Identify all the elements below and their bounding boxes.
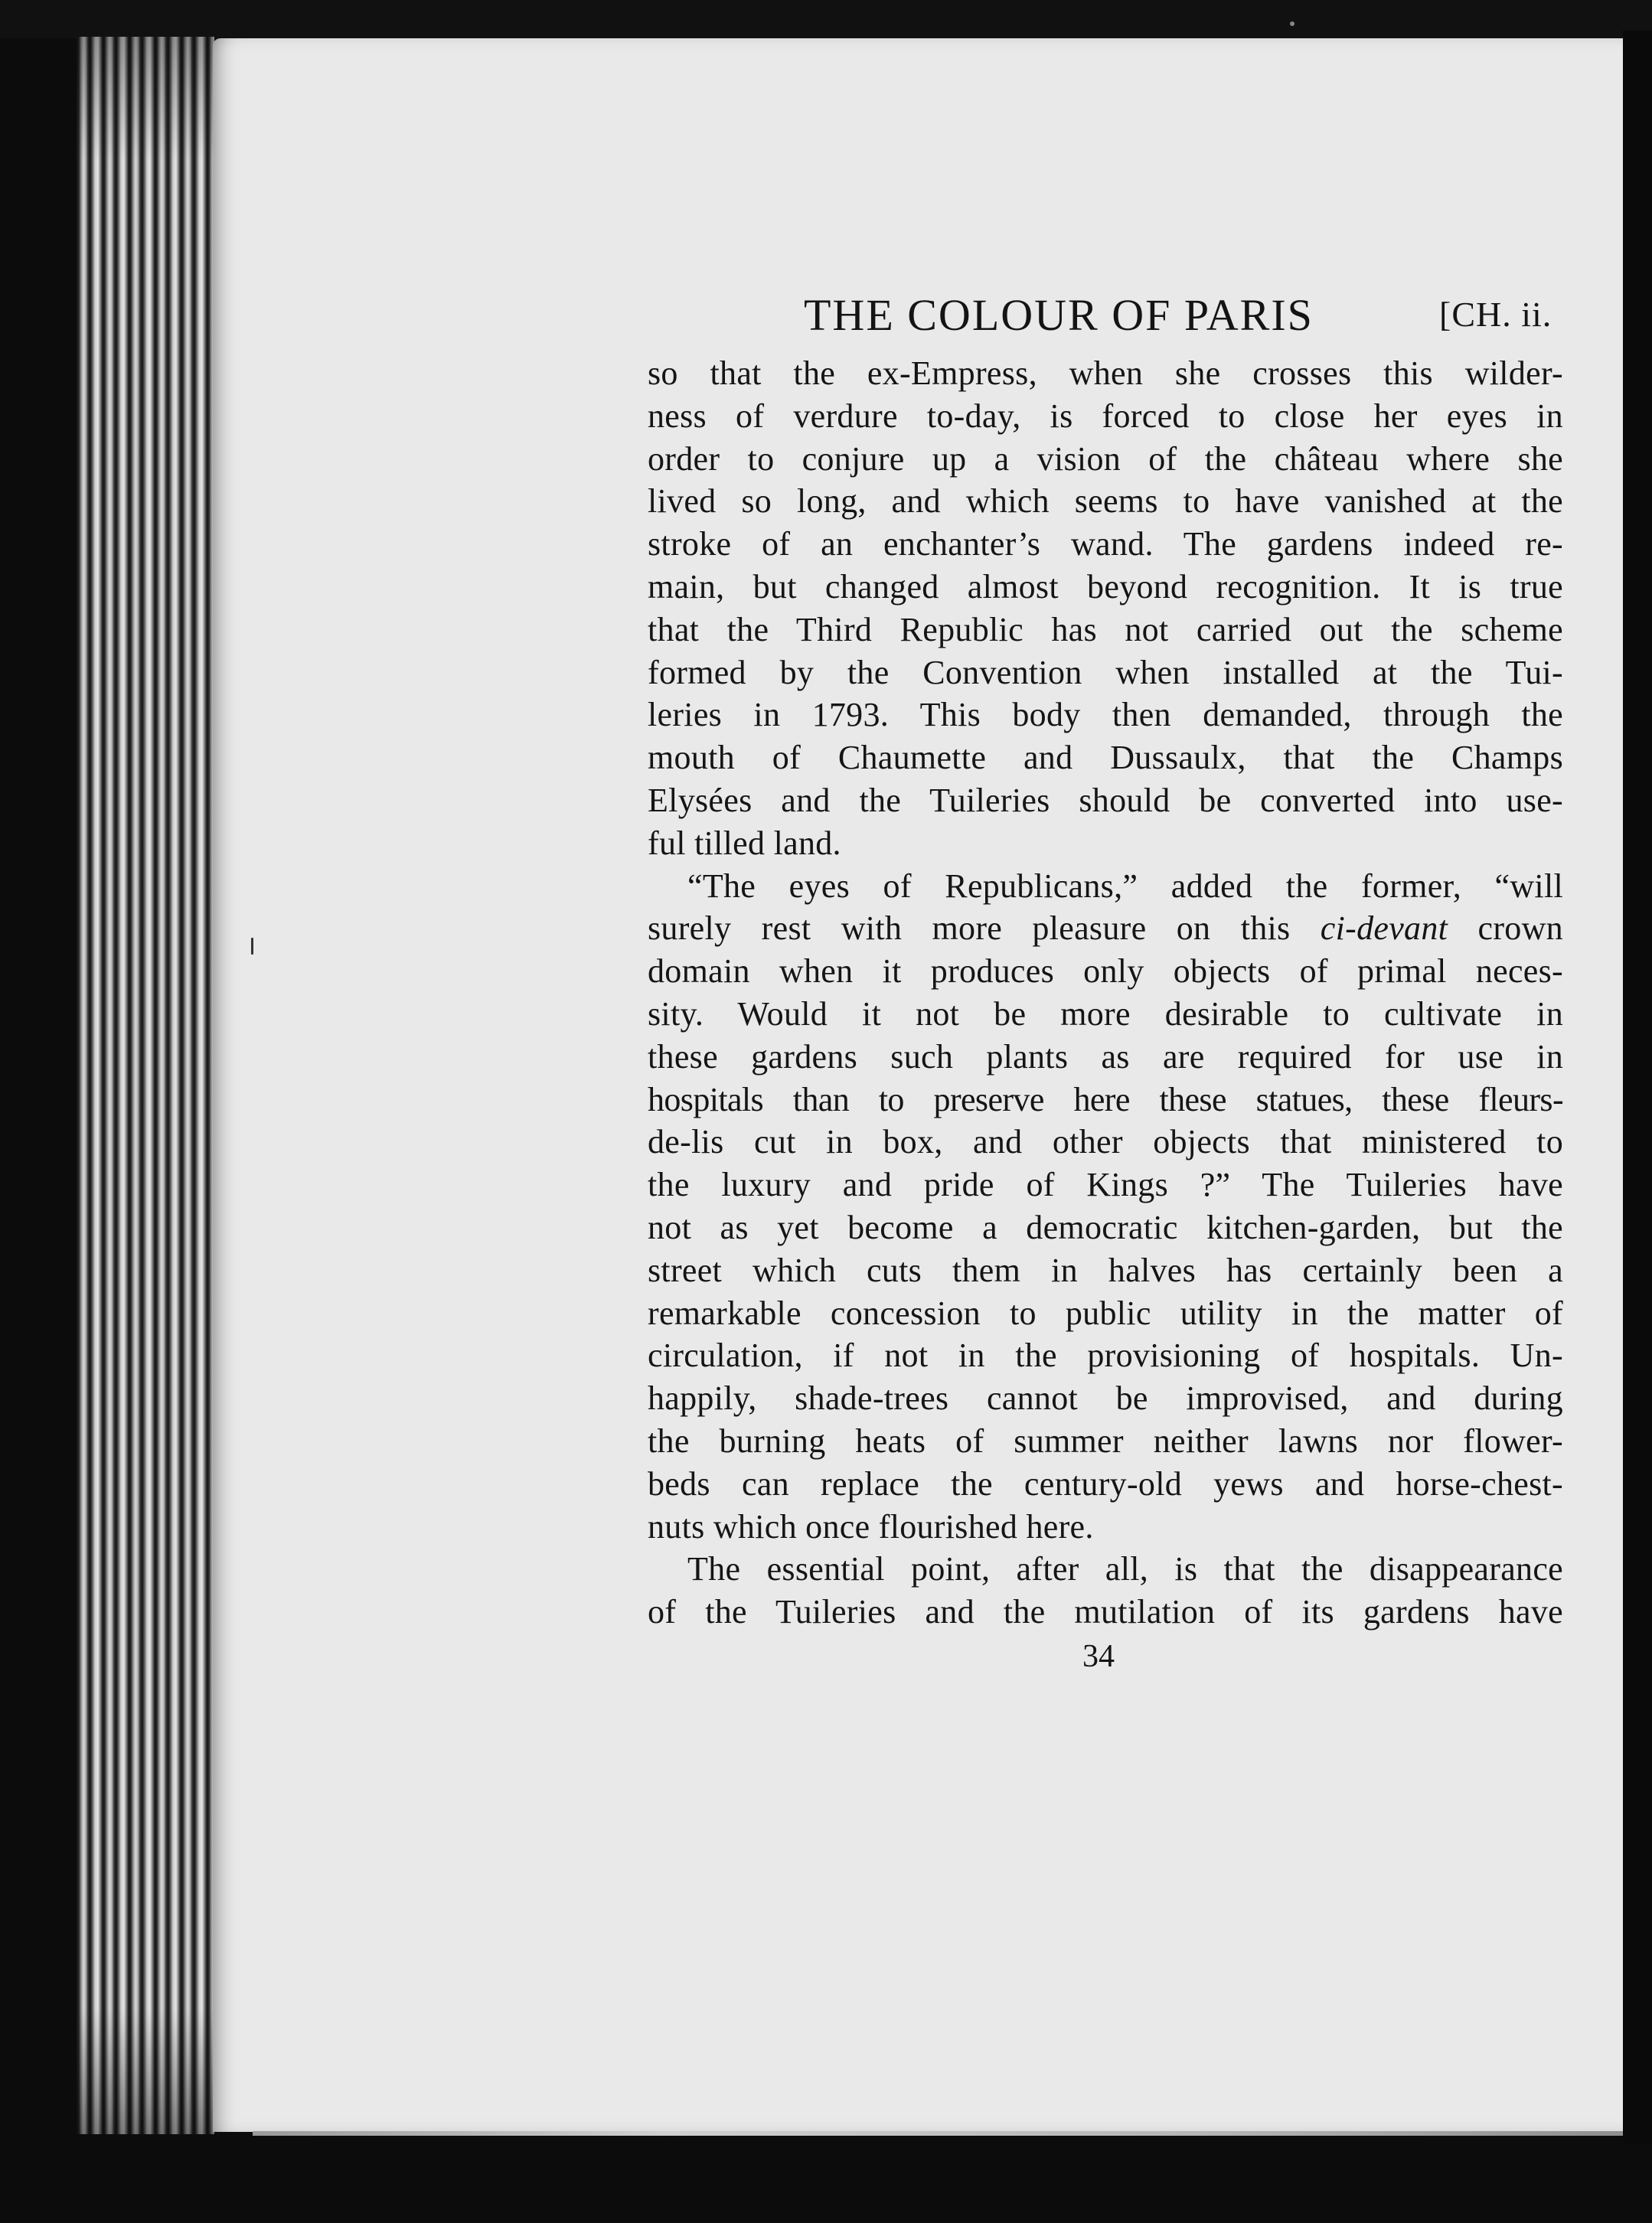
text-line: domain when it produces only objects of primal neces- [648, 952, 1563, 991]
text-line: these gardens such plants as are required for use in [648, 1037, 1563, 1076]
text-line: the luxury and pride of Kings ?” The Tuileries have [648, 1166, 1563, 1204]
text-line: not as yet become a democratic kitchen-garden, but the [648, 1208, 1563, 1246]
text-run: crown [1448, 909, 1563, 948]
text-line: hospitals than to preserve here these statues, these fleurs- [648, 1080, 1563, 1118]
text-line: of the Tuileries and the mutilation of its gardens have [648, 1593, 1563, 1631]
text-line: circulation, if not in the provisioning of hospitals. Un- [648, 1337, 1563, 1375]
text-line: that the Third Republic has not carried out the scheme [648, 610, 1563, 648]
text-line: sity. Would it not be more desirable to cultivate in [648, 994, 1563, 1033]
text-line: leries in 1793. This body then demanded, through the [648, 696, 1563, 734]
text-line: Elysées and the Tuileries should be converted into use- [648, 781, 1563, 819]
scan-background-right [1623, 31, 1652, 2143]
page-number: 34 [1082, 1639, 1115, 1674]
text-line: nuts which once flourished here. [648, 1507, 1094, 1546]
chapter-marker: [CH. ii. [1439, 295, 1552, 334]
running-head [804, 289, 1596, 343]
text-line: happily, shade-trees cannot be improvised, and during [648, 1379, 1563, 1418]
text-line: main, but changed almost beyond recognition. It is true [648, 567, 1563, 606]
text-line: the burning heats of summer neither lawns nor flower- [648, 1422, 1563, 1460]
scan-speck [251, 938, 253, 955]
text-line: remarkable concession to public utility in the matter of [648, 1294, 1563, 1332]
text-line: ness of verdure to-day, is forced to close her eyes in [648, 397, 1563, 435]
text-run: surely rest with more pleasure on this [648, 909, 1321, 948]
text-line: mouth of Chaumette and Dussaulx, that the Champs [648, 739, 1563, 777]
text-line: order to conjure up a vision of the château where she [648, 439, 1563, 478]
text-line [648, 907, 1563, 950]
text-line: ful tilled land. [648, 824, 841, 862]
text-line: de-lis cut in box, and other objects that ministered to [648, 1123, 1563, 1161]
text-line: stroke of an enchanter’s wand. The gardens indeed re- [648, 525, 1563, 563]
page-bottom-edge [253, 2131, 1623, 2136]
italic-term: ci-devant [1320, 909, 1448, 948]
body-text [648, 352, 1563, 1634]
text-line: street which cuts them in halves has certainly been a [648, 1251, 1563, 1289]
scan-background-top [0, 0, 1652, 38]
text-line: beds can replace the century-old yews and horse-chest- [648, 1464, 1563, 1503]
text-line: formed by the Convention when installed at the Tui- [648, 653, 1563, 691]
running-title: THE COLOUR OF PARIS [804, 290, 1314, 340]
text-line: “The eyes of Republicans,” added the former, “will [687, 867, 1563, 905]
book-edge-shading [77, 37, 214, 2134]
scan-speck [1290, 21, 1295, 26]
text-line: lived so long, and which seems to have vanished at the [648, 482, 1563, 521]
text-line: so that the ex-Empress, when she crosses this wilder- [648, 354, 1563, 392]
text-line: The essential point, after all, is that the disappearance [687, 1550, 1563, 1588]
